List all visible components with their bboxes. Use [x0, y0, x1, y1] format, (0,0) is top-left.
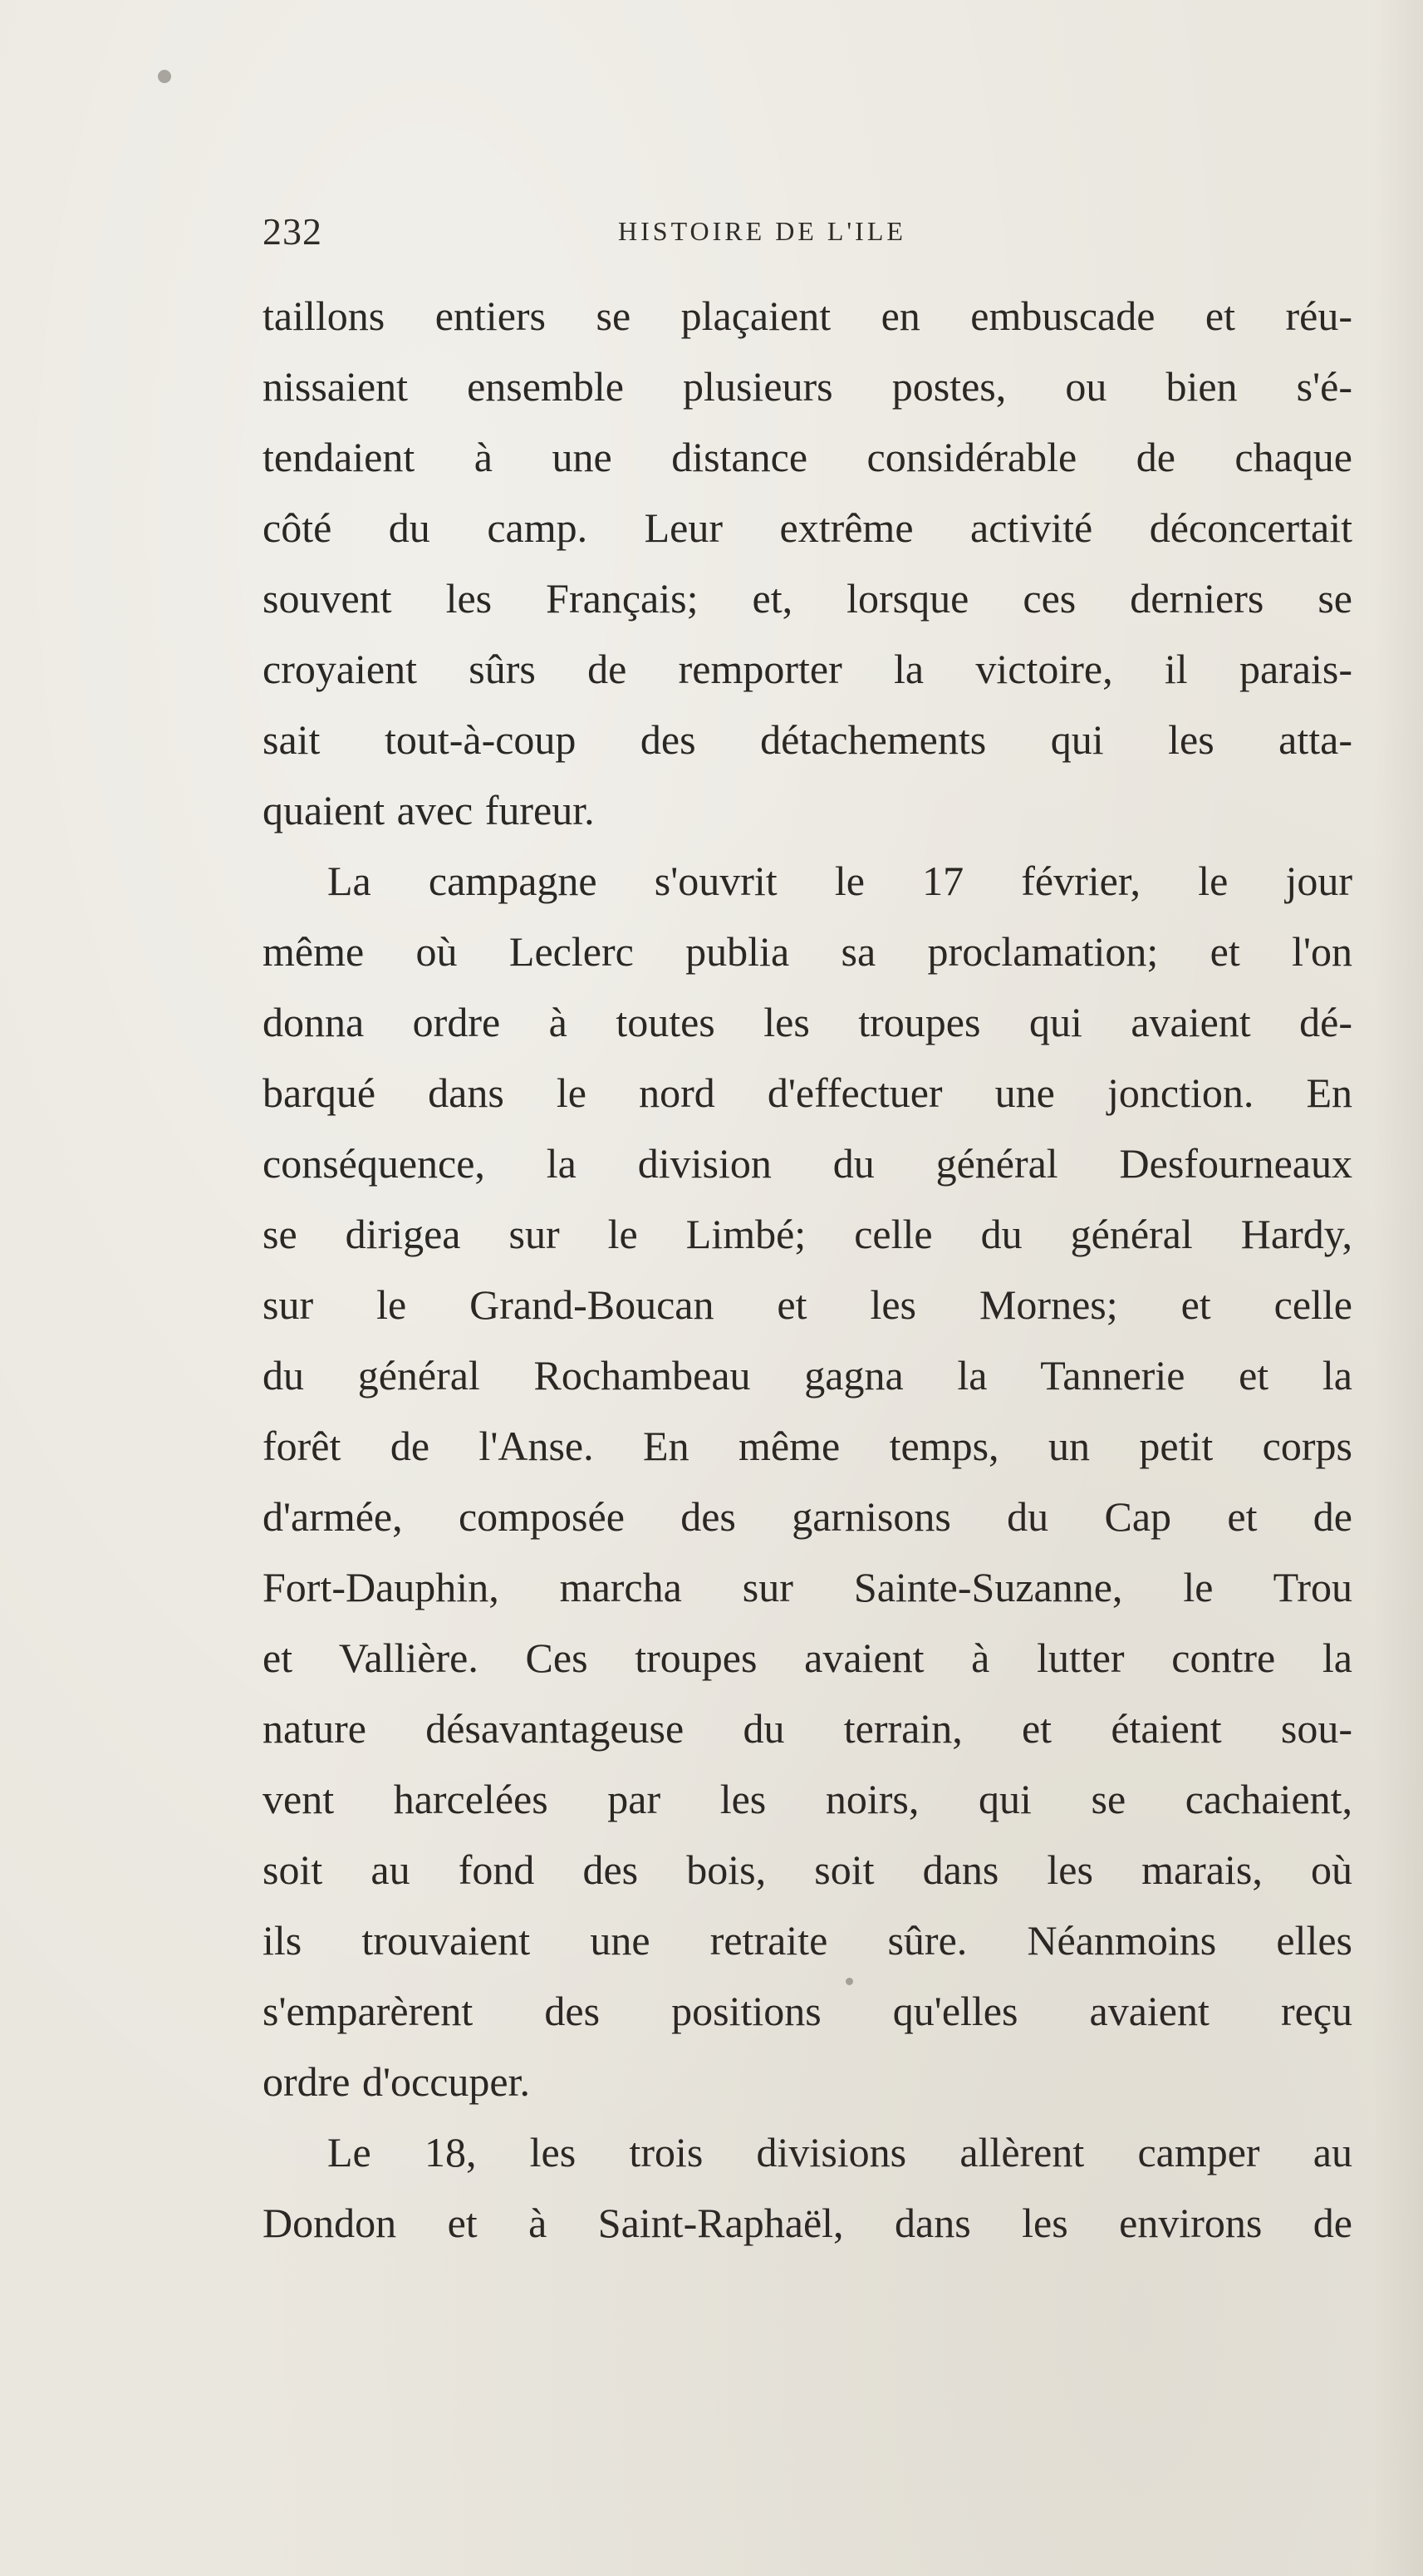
paper-speck: [158, 70, 171, 83]
text-line: donna ordre à toutes les troupes qui avaient dé-: [263, 999, 1352, 1045]
text-line: croyaient sûrs de remporter la victoire, il parais-: [263, 646, 1352, 692]
text-line: côté du camp. Leur extrême activité déconcertait: [263, 504, 1352, 551]
text-line: quaient avec fureur.: [263, 787, 595, 833]
body-text: [263, 281, 1352, 2259]
text-line: ordre d'occuper.: [263, 2058, 530, 2105]
text-line: ils trouvaient une retraite sûre. Néanmoins elles: [263, 1917, 1352, 1964]
text-line: Le 18, les trois divisions allèrent camper au: [327, 2129, 1352, 2175]
text-line: sait tout-à-coup des détachements qui les atta-: [263, 716, 1352, 763]
text-line: s'emparèrent des positions qu'elles avaient reçu: [263, 1988, 1352, 2034]
page-number: 232: [263, 210, 322, 253]
text-line: tendaient à une distance considérable de chaque: [263, 434, 1352, 480]
text-line: souvent les Français; et, lorsque ces derniers se: [263, 575, 1352, 622]
text-line: Fort-Dauphin, marcha sur Sainte-Suzanne, le Trou: [263, 1564, 1352, 1610]
text-line: conséquence, la division du général Desfourneaux: [263, 1140, 1352, 1187]
text-line: sur le Grand-Boucan et les Mornes; et celle: [263, 1281, 1352, 1328]
text-line: La campagne s'ouvrit le 17 février, le jour: [327, 858, 1352, 904]
page-edge-shadow: [1373, 0, 1423, 2576]
running-head: HISTOIRE DE L'ILE: [618, 216, 906, 246]
text-line: se dirigea sur le Limbé; celle du général Hardy,: [263, 1211, 1352, 1257]
text-line: Dondon et à Saint-Raphaël, dans les environs de: [263, 2200, 1352, 2246]
page-header: [263, 209, 1352, 268]
text-line: même où Leclerc publia sa proclamation; et l'on: [263, 928, 1352, 975]
text-line: nature désavantageuse du terrain, et étaient sou-: [263, 1705, 1352, 1752]
text-line: vent harcelées par les noirs, qui se cachaient,: [263, 1776, 1352, 1822]
text-line: barqué dans le nord d'effectuer une jonction. En: [263, 1069, 1352, 1116]
text-line: soit au fond des bois, soit dans les marais, où: [263, 1846, 1352, 1893]
text-line: taillons entiers se plaçaient en embuscade et réu-: [263, 293, 1352, 339]
text-line: forêt de l'Anse. En même temps, un petit corps: [263, 1423, 1352, 1469]
text-line: et Vallière. Ces troupes avaient à lutter contre la: [263, 1635, 1352, 1681]
text-line: d'armée, composée des garnisons du Cap et de: [263, 1493, 1352, 1540]
text-line: nissaient ensemble plusieurs postes, ou bien s'é-: [263, 363, 1352, 410]
text-line: du général Rochambeau gagna la Tannerie et la: [263, 1352, 1352, 1399]
